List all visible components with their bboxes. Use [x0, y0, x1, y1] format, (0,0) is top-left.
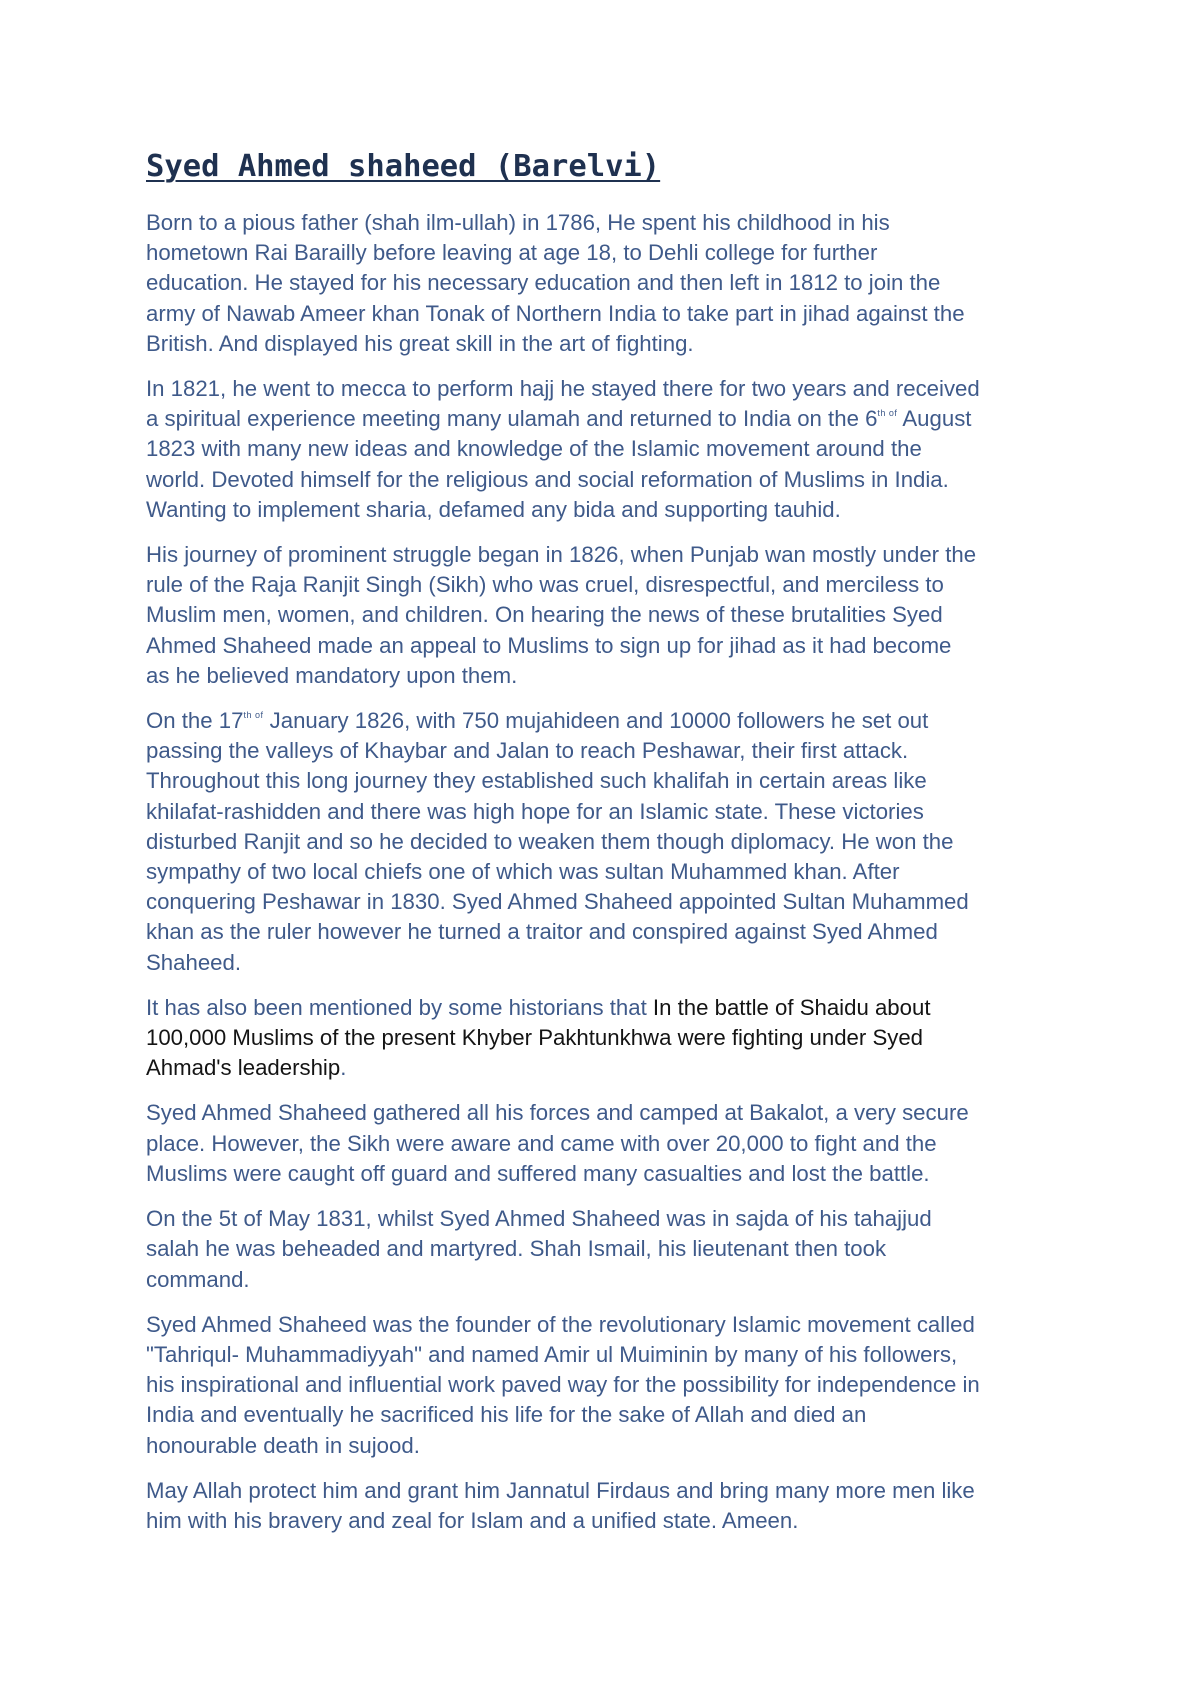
paragraph-line: Ahmed Shaheed made an appeal to Muslims to sign up for jihad as it had become: [146, 632, 952, 658]
text-run: January 1826, with 750 mujahideen and 10000 followers he set out: [263, 708, 929, 734]
paragraph-bakalot: [146, 1098, 1066, 1189]
paragraph-line: army of Nawab Ameer khan Tonak of Northern India to take part in jihad against the: [146, 300, 965, 326]
document-body: [146, 148, 1066, 1551]
paragraph-hajj: [146, 374, 1066, 525]
paragraph-line: Throughout this long journey they established such khalifah in certain areas like: [146, 768, 927, 794]
paragraph-line: On the 5t of May 1831, whilst Syed Ahmed Shaheed was in sajda of his tahajjud: [146, 1206, 932, 1232]
text-run: August: [897, 406, 972, 432]
paragraph-line: passing the valleys of Khaybar and Jalan to reach Peshawar, their first attack.: [146, 738, 909, 764]
paragraph-line: world. Devoted himself for the religious and social reformation of Muslims in India.: [146, 466, 949, 492]
paragraph-line: as he believed mandatory upon them.: [146, 662, 518, 688]
paragraph-line: his inspirational and influential work paved way for the possibility for independence in: [146, 1372, 980, 1398]
paragraph-line: hometown Rai Barailly before leaving at age 18, to Dehli college for further: [146, 240, 878, 266]
paragraph-line: disturbed Ranjit and so he decided to weaken them though diplomacy. He won the: [146, 828, 954, 854]
paragraph-line: [146, 404, 1066, 434]
paragraph-battle-of-shaidu: [146, 993, 1066, 1084]
paragraph-line: Muslims were caught off guard and suffered many casualties and lost the battle.: [146, 1160, 930, 1186]
text-run: It has also been mentioned by some historians that: [146, 994, 653, 1020]
quoted-text-run: Ahmad's leadership: [146, 1055, 341, 1081]
paragraph-line: 100,000 Muslims of the present Khyber Pakhtunkhwa were fighting under Syed: [146, 1025, 924, 1051]
quoted-text-run: In the battle of Shaidu about: [652, 994, 931, 1020]
document-title: Syed Ahmed shaheed (Barelvi): [146, 149, 661, 184]
paragraph-martyrdom: [146, 1204, 1066, 1295]
text-run: a spiritual experience meeting many ulamah and returned to India on the 6: [146, 406, 878, 432]
ordinal-superscript: th of: [877, 408, 898, 419]
paragraph-early-life: [146, 208, 1066, 359]
paragraph-line: him with his bravery and zeal for Islam and a unified state. Ameen.: [146, 1507, 799, 1533]
paragraph-line: [146, 1053, 1066, 1083]
paragraph-line: Shaheed.: [146, 949, 242, 975]
paragraph-legacy: [146, 1310, 1066, 1461]
paragraph-line: India and eventually he sacrificed his life for the sake of Allah and died an: [146, 1402, 867, 1428]
paragraph-line: khilafat-rashidden and there was high hope for an Islamic state. These victories: [146, 798, 924, 824]
paragraph-line: command.: [146, 1266, 250, 1292]
paragraph-line: conquering Peshawar in 1830. Syed Ahmed Shaheed appointed Sultan Muhammed: [146, 889, 969, 915]
paragraph-line: British. And displayed his great skill in the art of fighting.: [146, 330, 694, 356]
paragraph-line: rule of the Raja Ranjit Singh (Sikh) who was cruel, disrespectful, and merciless to: [146, 572, 944, 598]
paragraph-line: "Tahriqul- Muhammadiyyah" and named Amir ul Muiminin by many of his followers,: [146, 1341, 958, 1367]
paragraph-line: Syed Ahmed Shaheed gathered all his forces and camped at Bakalot, a very secure: [146, 1100, 969, 1126]
paragraph-line: May Allah protect him and grant him Jannatul Firdaus and bring many more men like: [146, 1477, 975, 1503]
paragraph-line: salah he was beheaded and martyred. Shah Ismail, his lieutenant then took: [146, 1236, 887, 1262]
paragraph-line: honourable death in sujood.: [146, 1432, 420, 1458]
paragraph-struggle: [146, 540, 1066, 691]
paragraph-line: sympathy of two local chiefs one of which was sultan Muhammed khan. After: [146, 859, 900, 885]
paragraph-line: Born to a pious father (shah ilm-ullah) in 1786, He spent his childhood in his: [146, 210, 890, 235]
ordinal-superscript: th of: [243, 710, 264, 721]
text-run: .: [340, 1055, 347, 1081]
paragraph-line: khan as the ruler however he turned a traitor and conspired against Syed Ahmed: [146, 919, 938, 945]
text-run: On the 17: [146, 708, 244, 734]
paragraph-line: Syed Ahmed Shaheed was the founder of the revolutionary Islamic movement called: [146, 1311, 975, 1337]
paragraph-line: education. He stayed for his necessary education and then left in 1812 to join the: [146, 270, 941, 296]
paragraph-line: Muslim men, women, and children. On hearing the news of these brutalities Syed: [146, 602, 943, 628]
paragraph-line: 1823 with many new ideas and knowledge of the Islamic movement around the: [146, 436, 922, 462]
paragraph-line: In 1821, he went to mecca to perform hajj he stayed there for two years and received: [146, 376, 980, 402]
paragraph-closing-prayer: [146, 1476, 1066, 1536]
paragraph-campaign: [146, 706, 1066, 978]
paragraph-line: [146, 993, 1066, 1023]
paragraph-line: His journey of prominent struggle began in 1826, when Punjab wan mostly under the: [146, 542, 977, 568]
paragraph-line: Wanting to implement sharia, defamed any bida and supporting tauhid.: [146, 496, 841, 522]
paragraph-line: place. However, the Sikh were aware and came with over 20,000 to fight and the: [146, 1130, 937, 1156]
paragraph-line: [146, 706, 1066, 736]
